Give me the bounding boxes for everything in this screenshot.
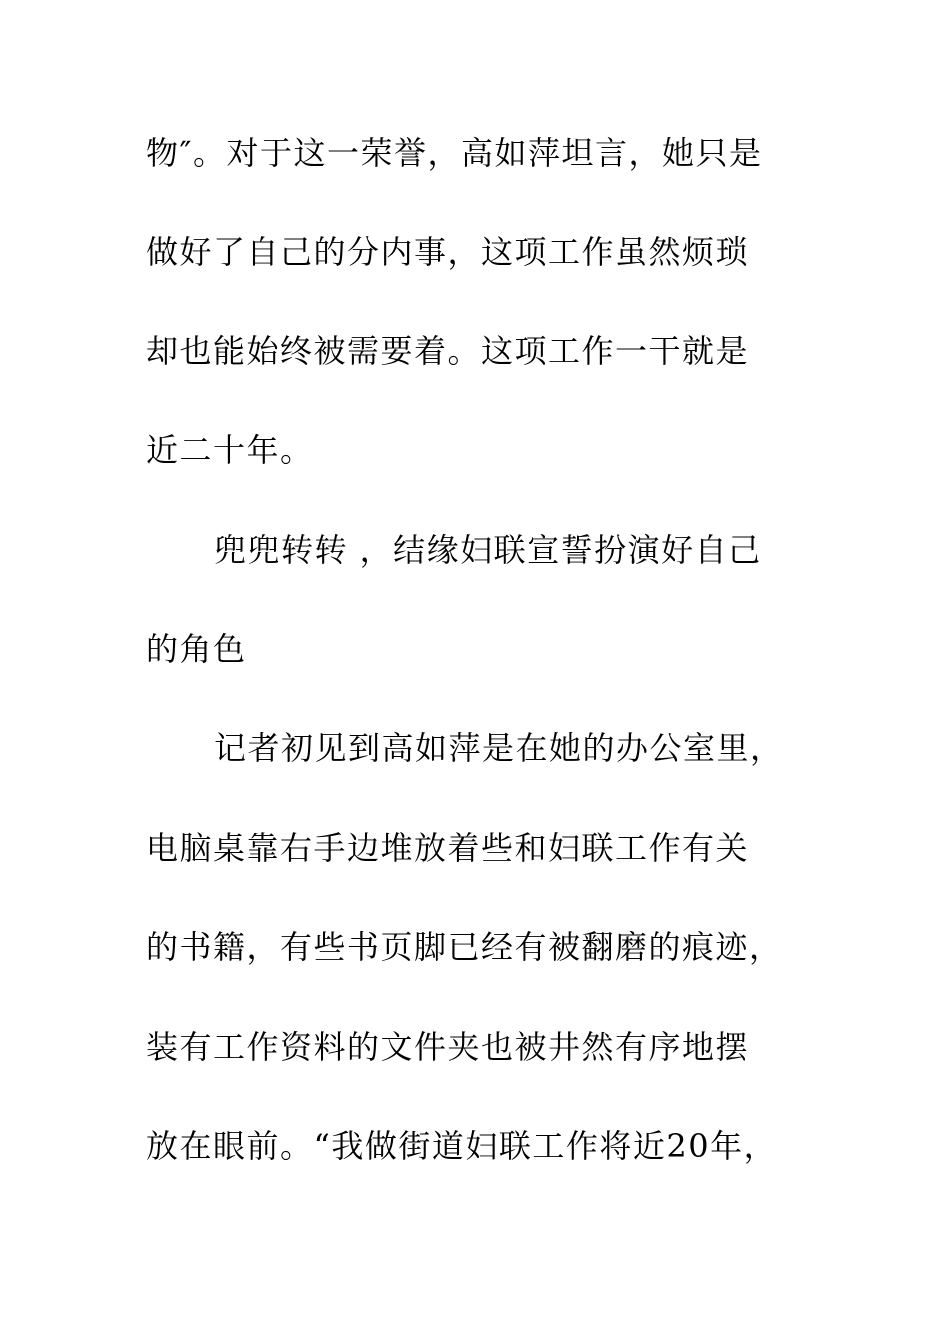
paragraph-line: 物″。对于这一荣誉，高如萍坦言，她只是 bbox=[146, 134, 763, 172]
section-heading-line: 兜兜转转 ，结缘妇联宣誓扮演好自己 bbox=[214, 531, 762, 569]
paragraph-line: 的书籍，有些书页脚已经有被翻磨的痕迹， bbox=[146, 928, 783, 966]
paragraph-line: 却也能始终被需要着。这项工作一干就是 bbox=[146, 332, 750, 370]
paragraph-line: 放在眼前。“我做街道妇联工作将近20年， bbox=[146, 1127, 778, 1165]
paragraph-line: 装有工作资料的文件夹也被井然有序地摆 bbox=[146, 1028, 750, 1066]
paragraph-line: 电脑桌靠右手边堆放着些和妇联工作有关 bbox=[146, 829, 750, 867]
paragraph-line: 做好了自己的分内事，这项工作虽然烦琐 bbox=[146, 233, 750, 271]
paragraph-line: 近二十年。 bbox=[146, 431, 314, 469]
paragraph-line: 记者初见到高如萍是在她的办公室里， bbox=[214, 729, 784, 767]
section-heading-line: 的角色 bbox=[146, 630, 247, 668]
